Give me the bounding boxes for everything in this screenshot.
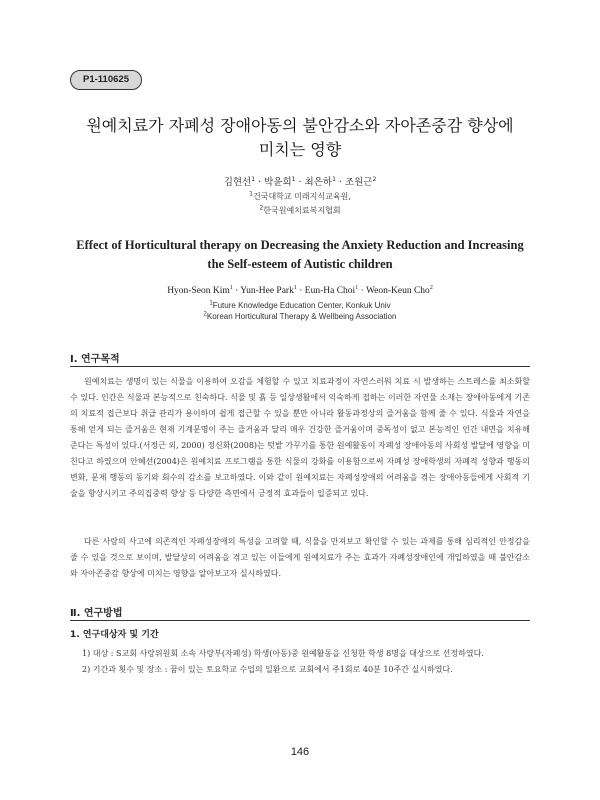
author-affiliation-mark: 2 <box>372 175 377 183</box>
author-separator: · <box>255 177 265 188</box>
author-separator: · <box>358 286 366 296</box>
section-1-heading: Ⅰ. 연구목적 <box>70 354 120 365</box>
author-affiliation-mark: 2 <box>429 284 433 291</box>
english-affiliation-1 <box>0 300 600 311</box>
author-name: 박윤희 <box>264 177 292 188</box>
author-name: Yun-Hee Park <box>240 286 294 296</box>
author-affiliation-mark: 1 <box>229 284 233 291</box>
author-affiliation-mark: 1 <box>293 284 297 291</box>
section-1-paragraph-1: 원예치료는 생명이 있는 식물을 이용하여 오감을 체험할 수 있고 치료과정이 자연스러워 치료 시 발생하는 스트레스를 최소화할 수 있다. 인간은 식물과 본능적으로 친숙하다. 식물 및 흙 등 일상생활에서 익숙하게 접하는 이러한 자연물 소재는 장애아동에게 기존의 치료적 접근보다 취급 관리가 용이하며 쉽게 접근할 수 있을 뿐만 아니라 활동과정상의 즐거움을 함께 줄 수 있다. 식물과 자연을 통해 얻게 되는 즐거움은 현재 기계문명이 주는 즐거움과 달리 매우 건강한 즐거움이며 중독성이 없고 본능적인 인간 내면을 치유해 준다는 특성이 있다.(서정근 외, 2000) 정신화(2008)는 텃밭 가꾸기를 통한 원예활동이 자폐성 장애아동의 사회성 발달에 영향을 미친다고 하였으며 안혜선(2004)은 원예치료 프로그램을 통한 식물의 강화를 이용함으로써 자폐성 장애학생의 자폐적 성향과 행동의 변화, 문제 행동의 동기와 회수의 감소를 보고하였다. 이와 같이 원예치료는 자폐성장애의 어려움을 겪는 장애아동들에게 사회적 기술을 향상시키고 주의집중력 향상 등 다양한 측면에서 긍정적 효과들이 입증되고 있다. <box>70 377 530 498</box>
poster-id-badge: P1-110625 <box>70 70 142 90</box>
affiliation-text: Korean Horticultural Therapy & Wellbeing Association <box>206 312 397 321</box>
english-title-line-2: the Self-esteem of Autistic children <box>207 257 393 271</box>
affiliation-mark: 1 <box>249 190 253 198</box>
section-1-divider <box>70 366 530 367</box>
section-2-heading: Ⅱ. 연구방법 <box>70 608 123 619</box>
affiliation-text: 건국대학교 미래지식교육원, <box>253 192 351 201</box>
method-item-2: 2) 기간과 횟수 및 장소 : 꿈이 있는 토요학교 수업의 일환으로 교회에서 주1회로 40분 10주간 실시하였다. <box>82 665 453 674</box>
author-affiliation-mark: 1 <box>251 175 256 183</box>
affiliation-text: Future Knowledge Education Center, Konkuk Univ <box>212 301 391 310</box>
author-separator: · <box>296 286 305 296</box>
korean-authors <box>0 176 600 189</box>
subsection-heading: 1. 연구대상자 및 기간 <box>70 630 159 640</box>
author-affiliation-mark: 1 <box>332 175 336 183</box>
author-separator: · <box>232 286 241 296</box>
author-name: 조원근 <box>344 177 373 188</box>
korean-title-line-2: 미치는 영향 <box>258 140 342 159</box>
english-affiliation-2 <box>0 311 600 322</box>
author-affiliation-mark: 1 <box>355 284 359 291</box>
affiliation-mark: 2 <box>259 204 264 212</box>
section-2-divider <box>70 620 530 621</box>
author-affiliation-mark: 1 <box>291 175 296 183</box>
korean-affiliation-1 <box>0 191 600 202</box>
korean-title-line-1: 원예치료가 자폐성 장애아동의 불안감소와 자아존중감 향상에 <box>86 116 514 135</box>
affiliation-text: 한국원예치료복지협회 <box>263 206 341 215</box>
korean-title <box>0 114 600 162</box>
english-title-line-1: Effect of Horticultural therapy on Decreasing the Anxiety Reduction and Increasing <box>76 238 524 252</box>
method-item-1: 1) 대상 : S교회 사랑위원회 소속 사랑부(자폐성) 학생(아동)중 원예활동을 신청한 학생 8명을 대상으로 선정하였다. <box>82 649 484 658</box>
author-name: Hyon-Seon Kim <box>167 286 230 296</box>
author-name: 김현선 <box>223 177 252 188</box>
korean-affiliation-2 <box>0 205 600 216</box>
author-name: 최은하 <box>304 177 333 188</box>
english-authors <box>0 285 600 298</box>
affiliation-mark: 2 <box>203 311 207 318</box>
english-title <box>0 236 600 274</box>
author-name: Weon-Keun Cho <box>365 286 430 296</box>
affiliation-mark: 1 <box>209 300 213 307</box>
author-separator: · <box>295 177 305 188</box>
author-separator: · <box>335 177 345 188</box>
page-number: 146 <box>290 746 310 758</box>
section-1-paragraph-2: 다른 사람의 사고에 의존적인 자폐성장애의 특성을 고려할 때, 식물을 만져보고 확인할 수 있는 과제를 통해 심리적인 안정감을 줄 수 있을 것으로 보이며, 발달상의 어려움을 겪고 있는 이들에게 원예치료가 주는 효과가 자폐성장애인에 개입하였을 때 불안감소와 자아존중감 향상에 미치는 영향을 알아보고자 실시하였다. <box>70 537 530 578</box>
author-name: Eun-Ha Choi <box>304 286 356 296</box>
